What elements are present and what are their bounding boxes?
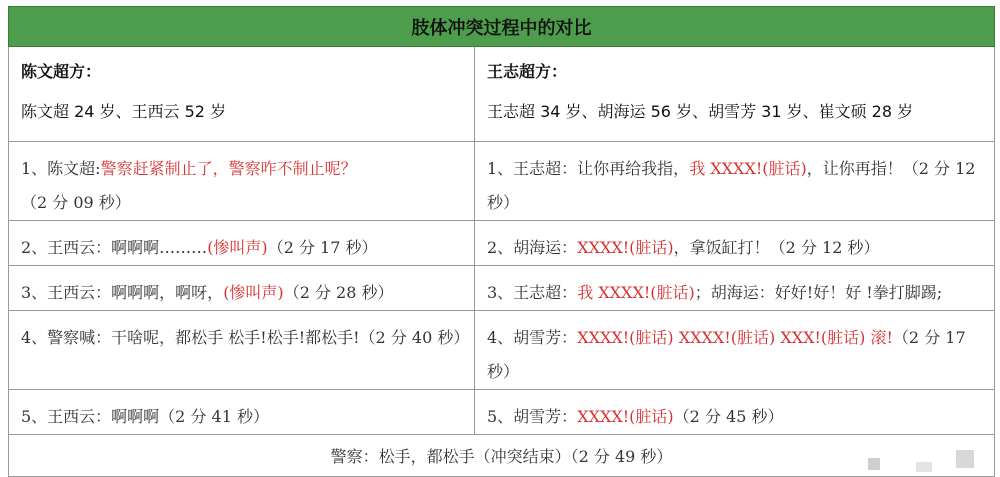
left-row-2: [9, 221, 475, 266]
left-row-5: [9, 390, 475, 435]
watermark-block: [868, 458, 880, 470]
text-segment: （2 分 17 秒）: [267, 238, 378, 257]
highlighted-segment: 我 XXXX!(脏话): [689, 159, 807, 178]
table-footer: 警察：松手，都松手（冲突结束）（2 分 49 秒）: [9, 435, 995, 477]
right-header: [475, 47, 995, 142]
text-segment: 5、胡雪芳：: [487, 407, 578, 426]
text-segment: 1、陈文超:: [21, 159, 101, 178]
text-segment: ；胡海运：好好!好！好 !拳打脚踢;: [694, 283, 943, 302]
highlighted-segment: 我 XXXX!(脏话): [577, 283, 695, 302]
right-people: 王志超 34 岁、胡海运 56 岁、胡雪芳 31 岁、崔文硕 28 岁: [487, 102, 914, 121]
highlighted-segment: XXXX!(脏话): [577, 407, 674, 426]
right-row-2: [475, 221, 995, 266]
text-segment: 4、警察喊：干啥呢，都松手 松手!松手!都松手!（2 分 40 秒）: [21, 328, 470, 347]
text-segment: ，拿饭缸打！（2 分 12 秒）: [673, 238, 880, 257]
text-segment: （2 分 09 秒）: [21, 193, 131, 212]
text-segment: 1、王志超：让你再给我指，: [487, 159, 690, 178]
text-segment: 4、胡雪芳：: [487, 328, 578, 347]
watermark-block: [916, 462, 932, 472]
left-row-1: [9, 142, 475, 221]
highlighted-segment: (惨叫声): [223, 283, 284, 302]
text-segment: （2 分 28 秒）: [283, 283, 394, 302]
right-row-4: [475, 311, 995, 390]
left-people: 陈文超 24 岁、王西云 52 岁: [21, 102, 227, 121]
right-row-3: [475, 266, 995, 311]
text-segment: 2、胡海运：: [487, 238, 578, 257]
highlighted-segment: (惨叫声): [207, 238, 268, 257]
text-segment: 3、王志超：: [487, 283, 578, 302]
left-row-4: [9, 311, 475, 390]
table-title: 肢体冲突过程中的对比: [9, 7, 995, 47]
left-header: [9, 47, 475, 142]
watermark-block: [956, 450, 974, 468]
text-segment: ，让你再指！（2 分 12 秒）: [487, 159, 976, 212]
highlighted-segment: XXXX!(脏话) XXXX!(脏话) XXX!(脏话) 滚!: [577, 328, 893, 347]
left-side-label: 陈文超方：: [21, 62, 102, 81]
right-row-5: [475, 390, 995, 435]
comparison-table-frame: [8, 6, 994, 469]
left-row-3: [9, 266, 475, 311]
text-segment: 3、王西云：啊啊啊，啊呀，: [21, 283, 224, 302]
text-segment: 2、王西云：啊啊啊………: [21, 238, 208, 257]
comparison-table: [8, 6, 995, 477]
highlighted-segment: 警察赶紧制止了，警察咋不制止呢？: [100, 159, 357, 178]
right-side-label: 王志超方：: [487, 62, 568, 81]
highlighted-segment: XXXX!(脏话): [577, 238, 674, 257]
text-segment: 5、王西云：啊啊啊（2 分 41 秒）: [21, 407, 269, 426]
text-segment: （2 分 45 秒）: [673, 407, 784, 426]
text-segment: （2 分 17 秒）: [487, 328, 966, 381]
right-row-1: [475, 142, 995, 221]
